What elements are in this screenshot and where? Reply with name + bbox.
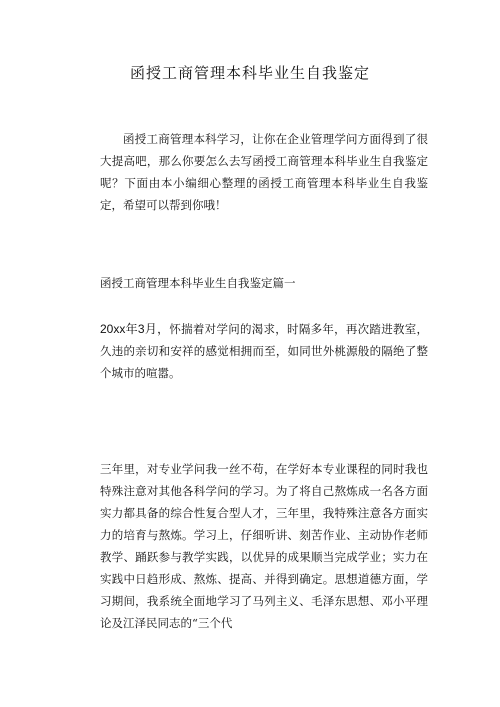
intro-paragraph: 函授工商管理本科学习，让你在企业管理学问方面得到了很大提高吧，那么你要怎么去写函授工商管理本科毕业生自我鉴定呢？下面由本小编细心整理的函授工商管理本科毕业生自我鉴定，希望可以帮到你哦！ <box>100 132 428 212</box>
paragraph-3: 三年里，对专业学问我一丝不苟，在学好本专业课程的同时我也特殊注意对其他各科学问的学习。为了将自己熬炼成一名各方面实力都具备的综合性复合型人才，三年里，我特殊注意各方面实力的培育与熬炼。学习上，仔细听讲、刻苦作业、主动协作老师教学、踊跃参与教学实践，以优异的成果顺当完成学业；实力在实践中日趋形成、熬炼、提高、并得到确定。思想道德方面，学习期间，我系统全面地学习了马列主义、毛泽东思想、邓小平理论及江泽民同志的“三个代 <box>100 462 428 630</box>
section-heading: 函授工商管理本科毕业生自我鉴定篇一 <box>100 276 296 290</box>
paragraph-2-date: 20xx年3月， <box>100 322 170 336</box>
paragraph-2 <box>100 318 428 384</box>
document-title: 函授工商管理本科毕业生自我鉴定 <box>129 64 370 82</box>
paragraph-2-text: 怀揣着对学问的渴求，时隔多年，再次踏进教室，久违的亲切和安祥的感觉相拥而至，如同世外桃源般的隔绝了整个城市的喧嚣。 <box>100 322 429 380</box>
